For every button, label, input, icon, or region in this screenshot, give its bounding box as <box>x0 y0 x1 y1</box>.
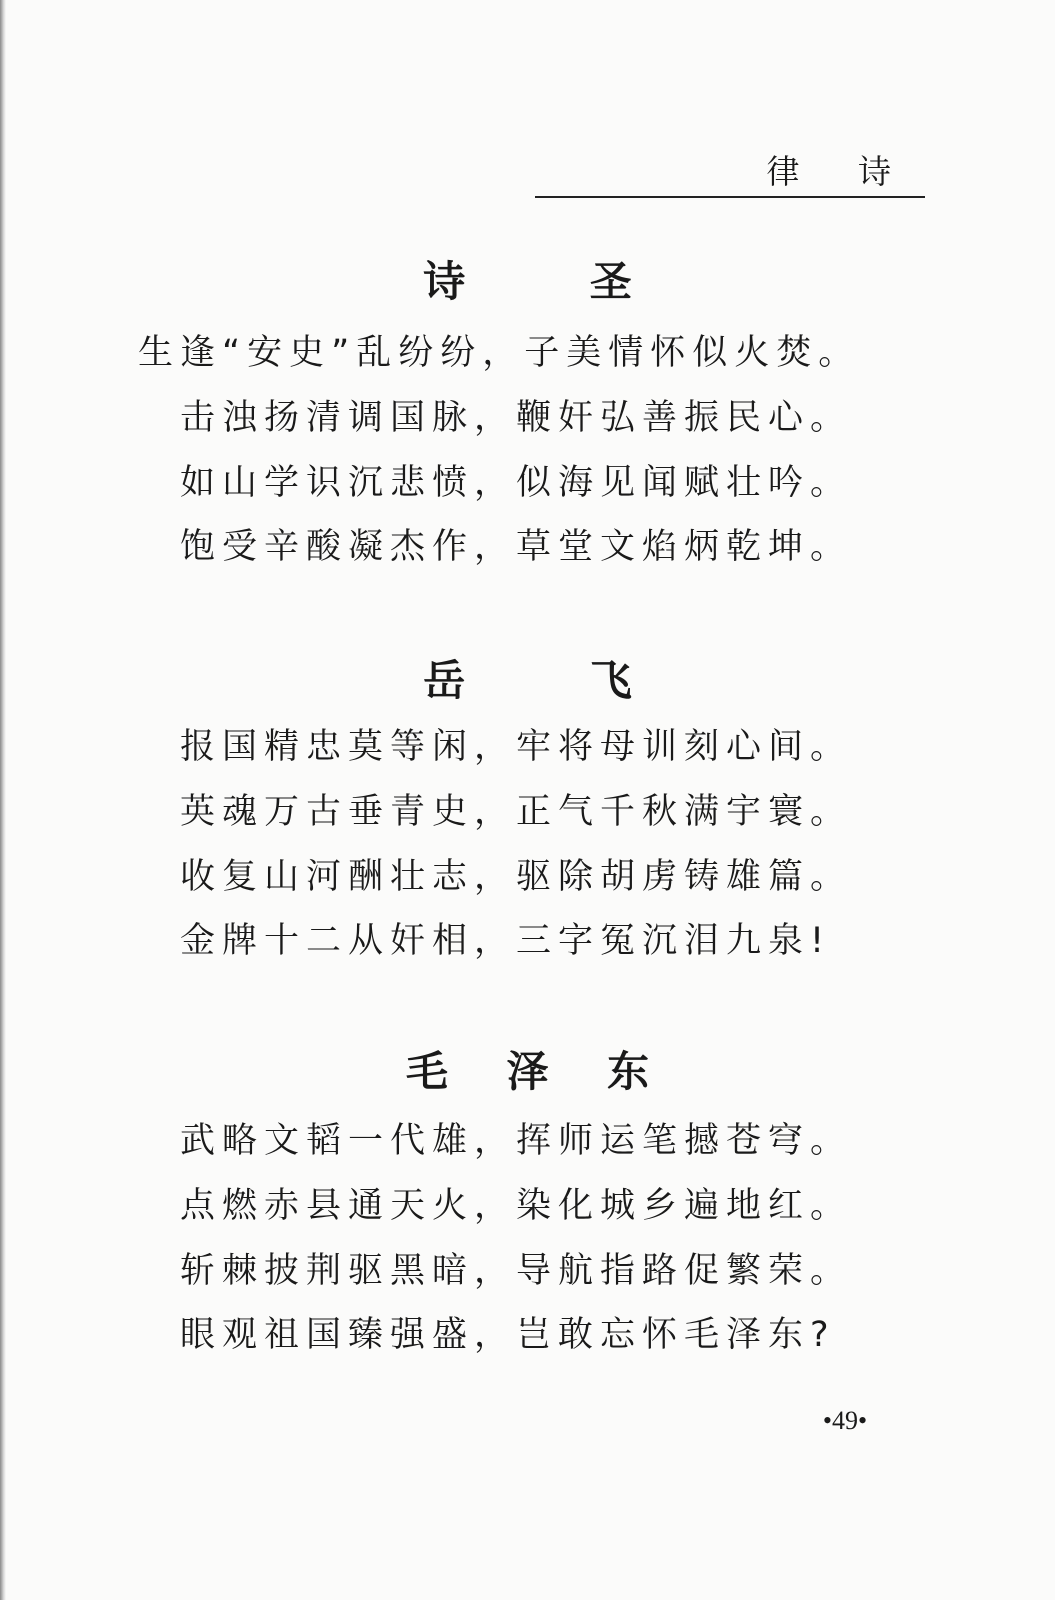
poem-title: 岳 飞 <box>423 656 687 705</box>
header-rule <box>535 196 925 198</box>
section-label: 律 诗 <box>766 152 915 191</box>
running-head <box>535 152 925 198</box>
poem-line: 斩棘披荆驱黑暗，导航指路促繁荣。 <box>180 1251 853 1291</box>
poem-yuefei <box>0 657 1055 705</box>
poem-line: 收复山河酬壮志，驱除胡虏铸雄篇。 <box>180 857 853 897</box>
poem-maozedong <box>0 1048 1055 1096</box>
poem-line: 生逢“安史”乱纷纷，子美情怀似火焚。 <box>138 333 861 373</box>
scan-edge-shadow <box>0 0 6 1600</box>
poem-shisheng <box>0 258 1055 306</box>
poem-line: 金牌十二从奸相，三字冤沉泪九泉! <box>180 921 832 961</box>
poem-line: 报国精忠莫等闲，牢将母训刻心间。 <box>180 727 853 767</box>
poem-line: 饱受辛酸凝杰作，草堂文焰炳乾坤。 <box>180 527 853 567</box>
poem-line: 英魂万古垂青史，正气千秋满宇寰。 <box>180 792 853 832</box>
poem-line: 点燃赤县通天火，染化城乡遍地红。 <box>180 1186 853 1226</box>
poem-title: 诗 圣 <box>423 257 687 306</box>
poem-line: 击浊扬清调国脉，鞭奸弘善振民心。 <box>180 398 853 438</box>
poem-line: 如山学识沉悲愤，似海见闻赋壮吟。 <box>180 463 853 503</box>
poem-title: 毛 泽 东 <box>405 1047 672 1096</box>
page-number: •49• <box>822 1406 868 1435</box>
poem-line: 武略文韬一代雄，挥师运笔撼苍穹。 <box>180 1121 853 1161</box>
poem-line: 眼观祖国臻强盛，岂敢忘怀毛泽东? <box>180 1315 836 1355</box>
